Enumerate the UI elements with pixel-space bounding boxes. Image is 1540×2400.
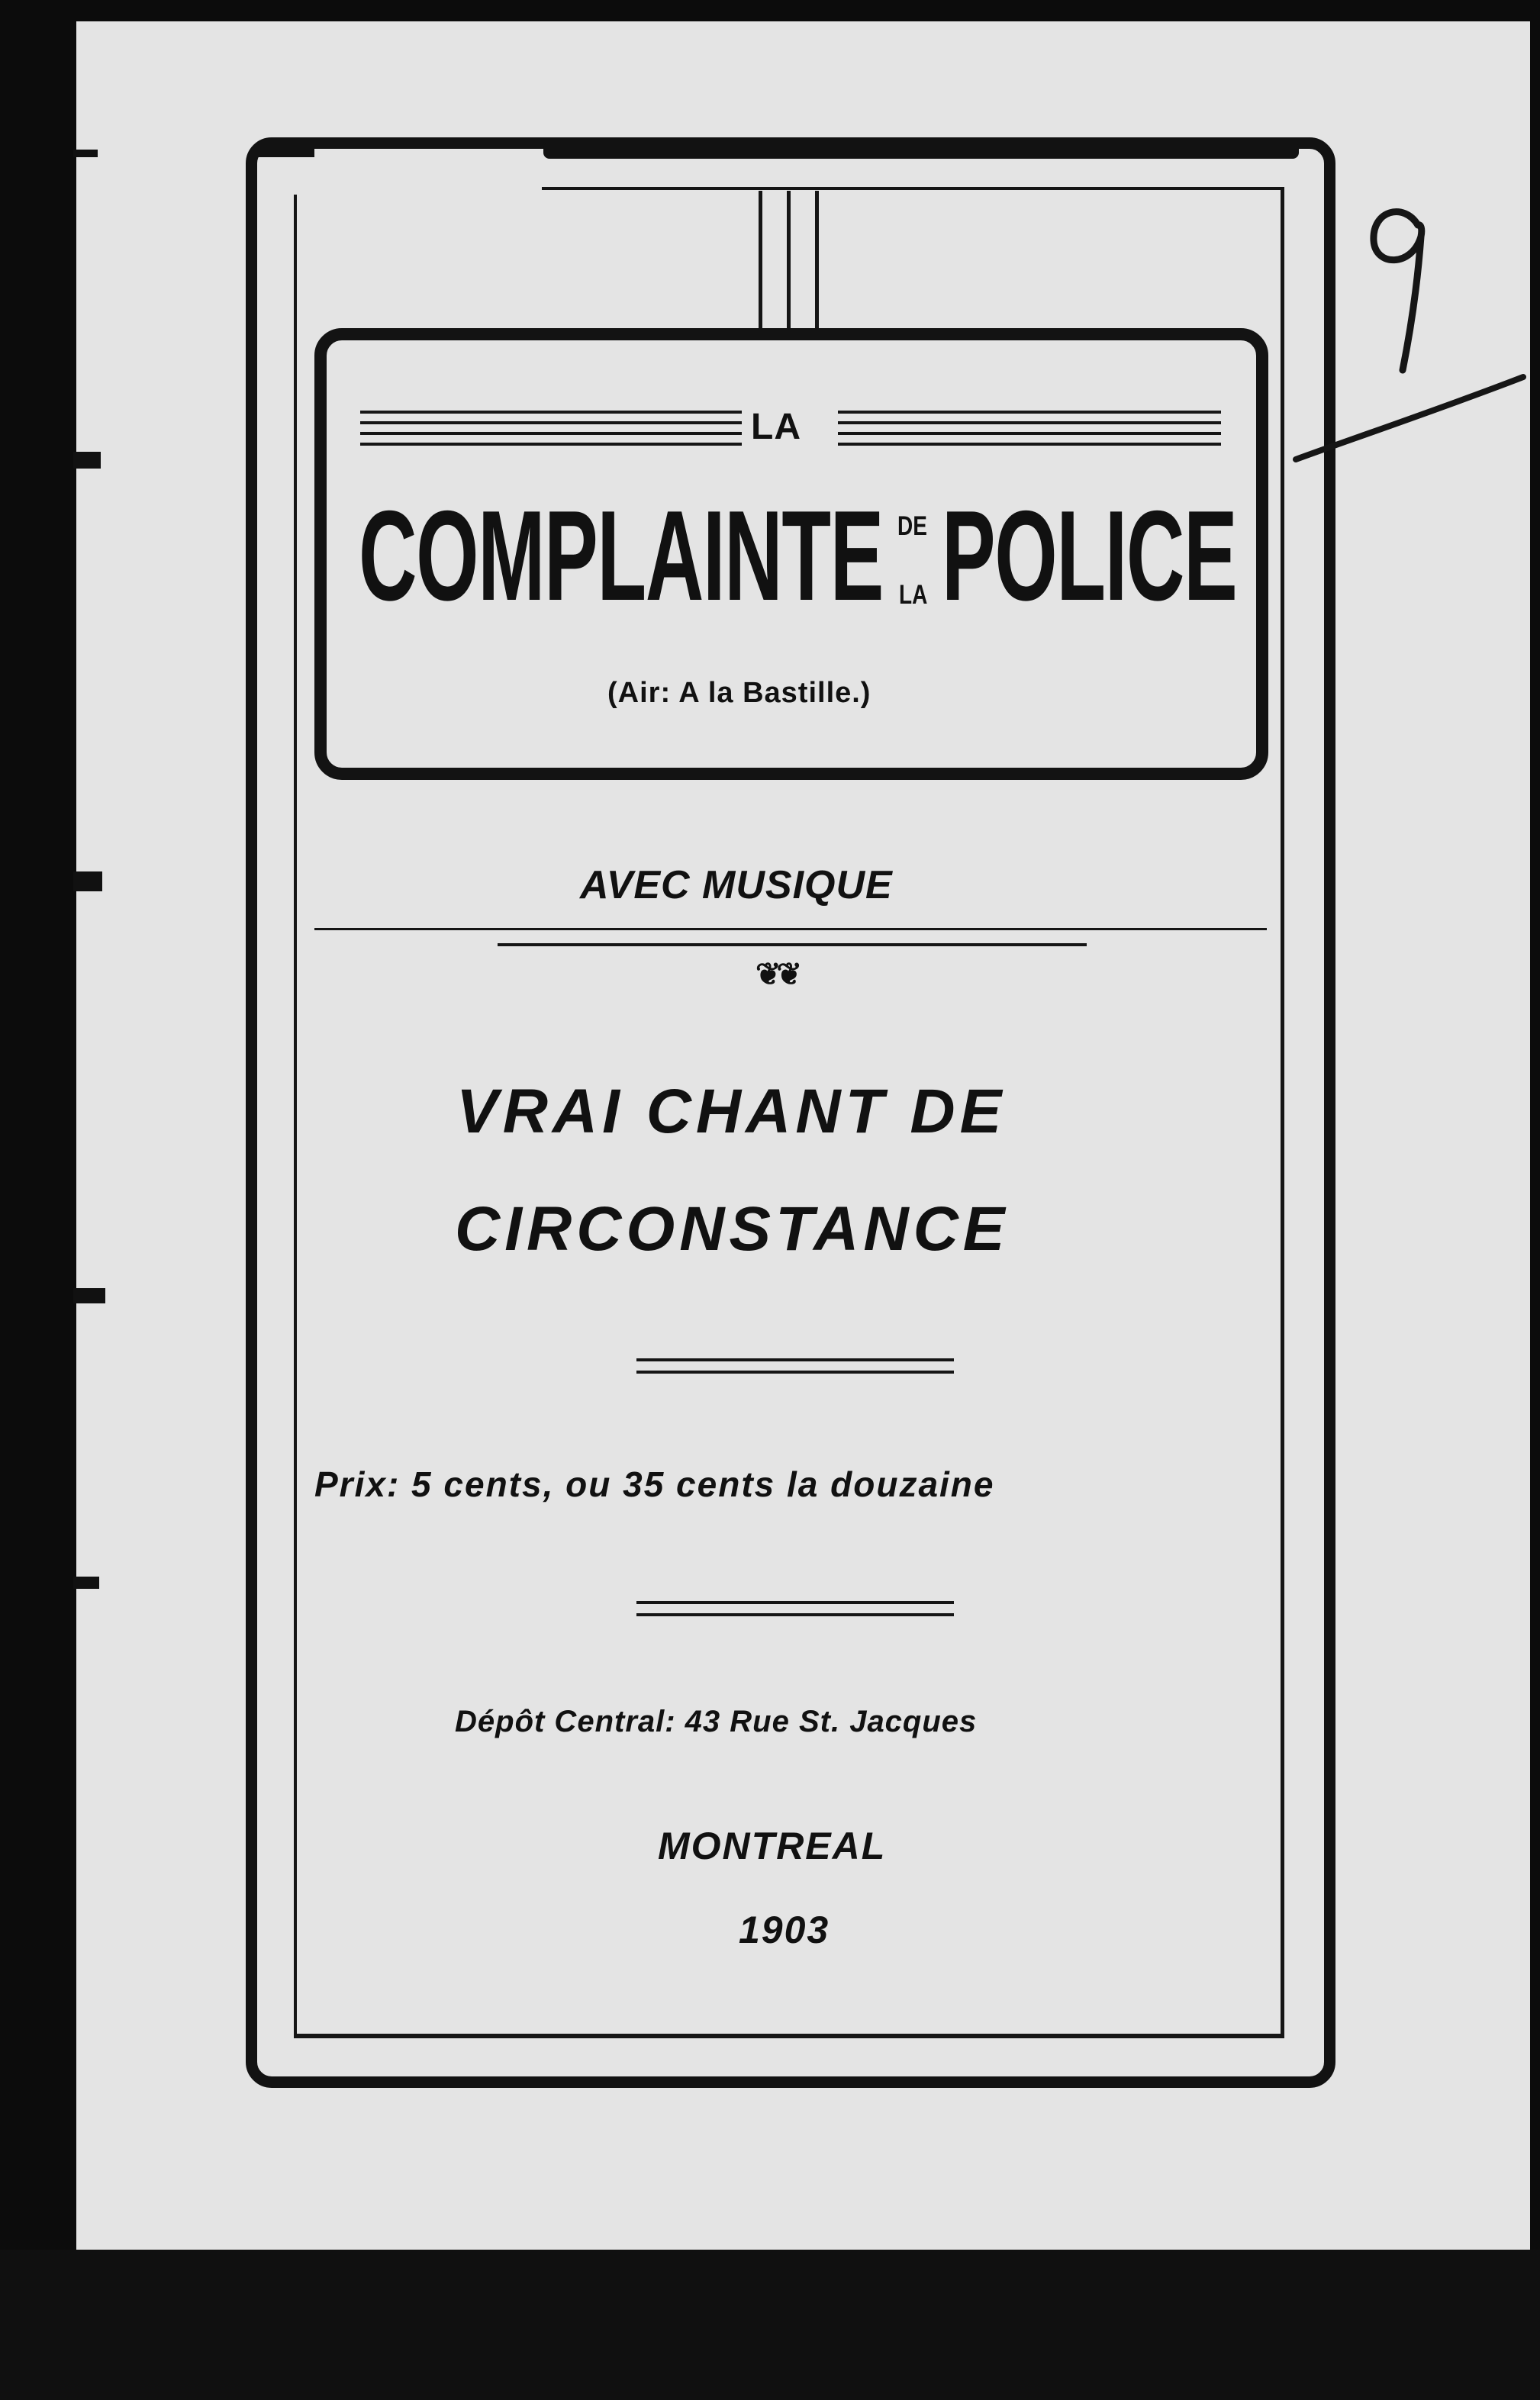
depot-address: Dépôt Central: 43 Rue St. Jacques xyxy=(455,1705,978,1738)
binding-mark xyxy=(73,452,101,469)
frame-inner-left xyxy=(294,195,297,2038)
title-rule xyxy=(360,432,742,435)
title-main: COMPLAINTE xyxy=(359,484,884,627)
double-rule xyxy=(636,1613,954,1616)
divider-rule xyxy=(314,928,1267,930)
title-rule xyxy=(838,432,1221,435)
title-rule xyxy=(360,421,742,424)
title-rule xyxy=(838,443,1221,446)
frame-corner xyxy=(258,140,314,157)
title-rule xyxy=(838,421,1221,424)
binding-mark xyxy=(73,1577,99,1589)
year: 1903 xyxy=(739,1909,830,1951)
subtitle-line-2: CIRCONSTANCE xyxy=(455,1194,1010,1264)
divider-rule xyxy=(498,943,1087,946)
double-rule xyxy=(636,1601,954,1604)
frame-top-bar xyxy=(543,142,1299,159)
title-rule xyxy=(838,411,1221,414)
binding-mark xyxy=(73,150,98,157)
frame-inner-right xyxy=(1281,187,1284,2038)
double-rule xyxy=(636,1371,954,1374)
city: MONTREAL xyxy=(658,1825,887,1867)
title-de: DE xyxy=(897,511,927,541)
title-police: POLICE xyxy=(942,484,1237,627)
title-rule xyxy=(360,443,742,446)
title-la-small: LA xyxy=(899,580,928,610)
binding-mark xyxy=(73,871,102,891)
frame-connector xyxy=(815,191,819,333)
frame-connector xyxy=(787,191,791,333)
music-note: AVEC MUSIQUE xyxy=(580,863,893,907)
frame-inner-bottom xyxy=(294,2034,1284,2038)
title-article: LA xyxy=(751,407,801,447)
frame-connector xyxy=(759,191,762,333)
handwritten-stroke xyxy=(1290,366,1534,473)
double-rule xyxy=(636,1358,954,1361)
fleuron-ornament: ❦❦ xyxy=(756,958,798,991)
price-line: Prix: 5 cents, ou 35 cents la douzaine xyxy=(314,1464,995,1504)
title-rule xyxy=(360,411,742,414)
frame-inner-top xyxy=(542,187,1284,190)
scan-border xyxy=(0,2250,1540,2400)
subtitle-line-1: VRAI CHANT DE xyxy=(456,1077,1007,1146)
tune-note: (Air: A la Bastille.) xyxy=(607,677,871,709)
binding-mark xyxy=(73,1288,105,1303)
handwritten-number-9 xyxy=(1358,195,1450,378)
